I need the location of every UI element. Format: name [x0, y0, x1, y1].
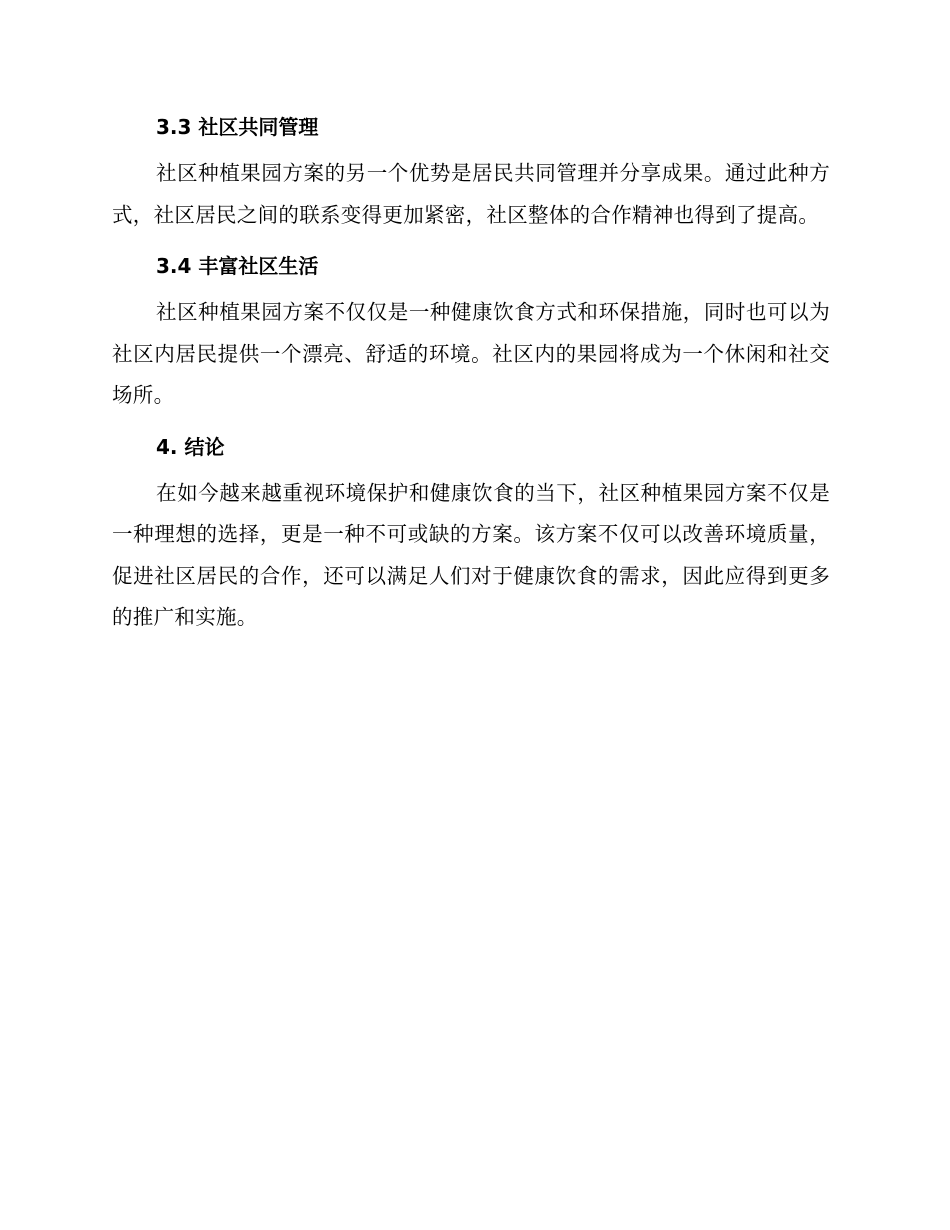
- section-heading-3-3: 3.3 社区共同管理: [156, 115, 319, 139]
- section-paragraph-3-4: 社区种植果园方案不仅仅是一种健康饮食方式和环保措施，同时也可以为社区内居民提供一个漂亮、舒适的环境。社区内的果园将成为一个休闲和社交场所。: [112, 300, 830, 407]
- section-paragraph-conclusion: 在如今越来越重视环境保护和健康饮食的当下，社区种植果园方案不仅是一种理想的选择，更是一种不可或缺的方案。该方案不仅可以改善环境质量，促进社区居民的合作，还可以满足人们对于健康饮食的需求，因此应得到更多的推广和实施。: [112, 480, 830, 629]
- section-paragraph-3-3: 社区种植果园方案的另一个优势是居民共同管理并分享成果。通过此种方式，社区居民之间的联系变得更加紧密，社区整体的合作精神也得到了提高。: [112, 161, 830, 227]
- section-heading-3-4: 3.4 丰富社区生活: [156, 254, 319, 278]
- section-heading-conclusion: 4. 结论: [156, 434, 225, 459]
- document-body: [112, 108, 830, 639]
